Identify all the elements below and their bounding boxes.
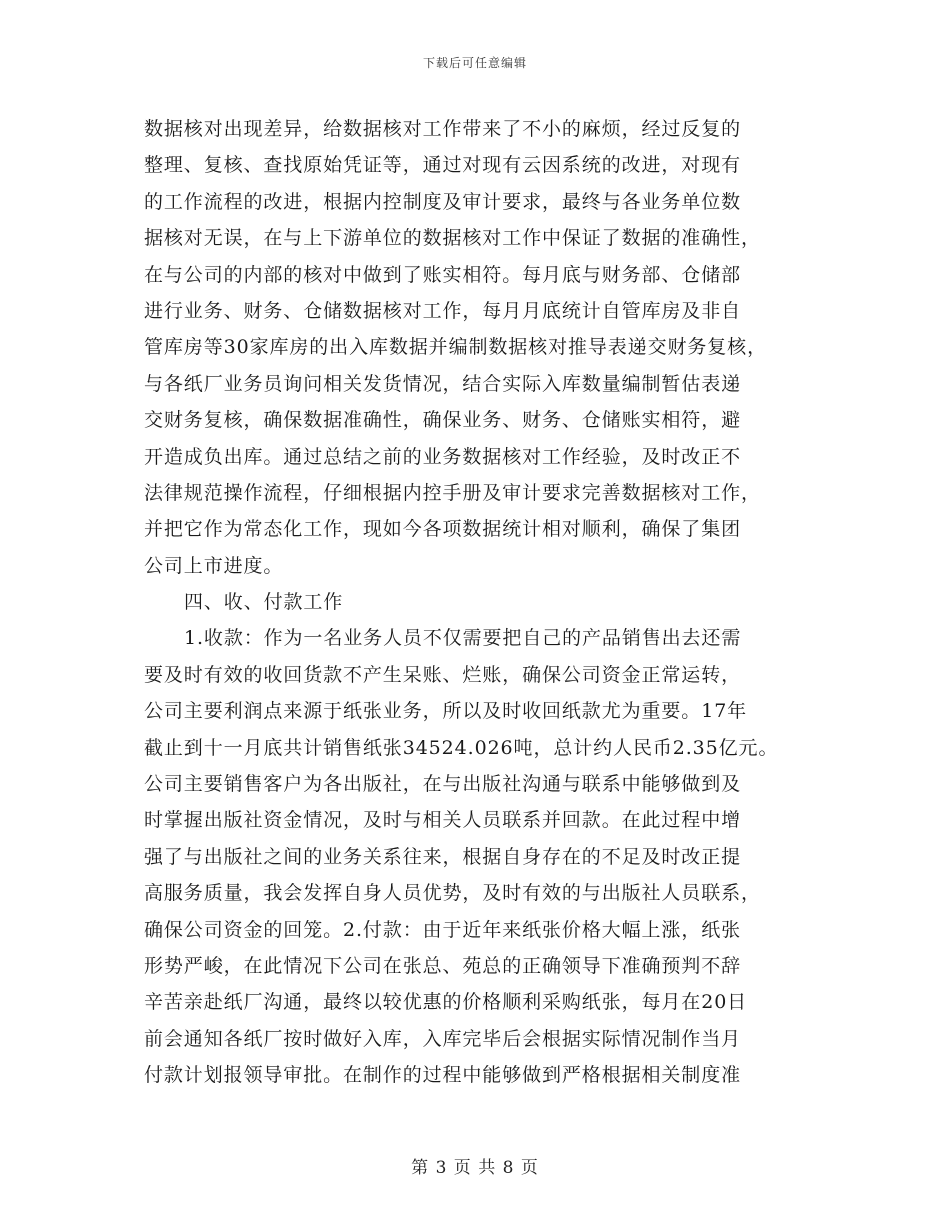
text-line: 法律规范操作流程，仔细根据内控手册及审计要求完善数据核对工作， (144, 481, 761, 504)
section-heading: 四、收、付款工作 (184, 591, 344, 614)
text-line: 交财务复核，确保数据准确性，确保业务、财务、仓储账实相符，避 (144, 409, 742, 432)
paragraph-start-line: 1.收款：作为一名业务人员不仅需要把自己的产品销售出去还需 (184, 627, 742, 650)
text-line: 与各纸厂业务员询问相关发货情况，结合实际入库数量编制暂估表递 (144, 372, 742, 395)
page-number-footer: 第 3 页 共 8 页 (411, 1158, 539, 1178)
text-line: 要及时有效的收回货款不产生呆账、烂账，确保公司资金正常运转， (144, 663, 742, 686)
page-header: 下载后可任意编辑 (422, 56, 527, 70)
text-line: 截止到十一月底共计销售纸张34524.026吨，总计约人民币2.35亿元。 (144, 736, 779, 759)
text-line: 公司上市进度。 (144, 554, 284, 577)
text-line: 管库房等30家库房的出入库数据并编制数据核对推导表递交财务复核， (144, 336, 767, 359)
text-line: 并把它作为常态化工作，现如今各项数据统计相对顺利，确保了集团 (144, 518, 742, 541)
text-line: 的工作流程的改进，根据内控制度及审计要求，最终与各业务单位数 (144, 190, 742, 213)
text-line: 时掌握出版社资金情况，及时与相关人员联系并回款。在此过程中增 (144, 809, 742, 832)
text-line: 开造成负出库。通过总结之前的业务数据核对工作经验，及时改正不 (144, 445, 742, 468)
document-body (144, 111, 814, 1094)
text-line: 高服务质量，我会发挥自身人员优势，及时有效的与出版社人员联系， (144, 882, 761, 905)
text-line: 整理、复核、查找原始凭证等，通过对现有云因系统的改进，对现有 (144, 154, 742, 177)
text-line: 据核对无误，在与上下游单位的数据核对工作中保证了数据的准确性， (144, 227, 761, 250)
text-line: 进行业务、财务、仓储数据核对工作，每月月底统计自管库房及非自 (144, 299, 742, 322)
text-line: 数据核对出现差异，给数据核对工作带来了不小的麻烦，经过反复的 (144, 118, 742, 140)
text-line: 付款计划报领导审批。在制作的过程中能够做到严格根据相关制度准 (144, 1064, 742, 1087)
text-line: 辛苦亲赴纸厂沟通，最终以较优惠的价格顺利采购纸张，每月在20日 (144, 991, 748, 1014)
text-line: 在与公司的内部的核对中做到了账实相符。每月底与财务部、仓储部 (144, 263, 742, 286)
text-line: 前会通知各纸厂按时做好入库，入库完毕后会根据实际情况制作当月 (144, 1027, 742, 1050)
text-line: 形势严峻，在此情况下公司在张总、苑总的正确领导下准确预判不辞 (144, 954, 742, 977)
text-line: 公司主要销售客户为各出版社，在与出版社沟通与联系中能够做到及 (144, 773, 742, 796)
text-line: 确保公司资金的回笼。2.付款：由于近年来纸张价格大幅上涨，纸张 (144, 918, 742, 941)
text-line: 强了与出版社之间的业务关系往来，根据自身存在的不足及时改正提 (144, 845, 742, 868)
text-line: 公司主要利润点来源于纸张业务，所以及时收回纸款尤为重要。17年 (144, 700, 748, 723)
